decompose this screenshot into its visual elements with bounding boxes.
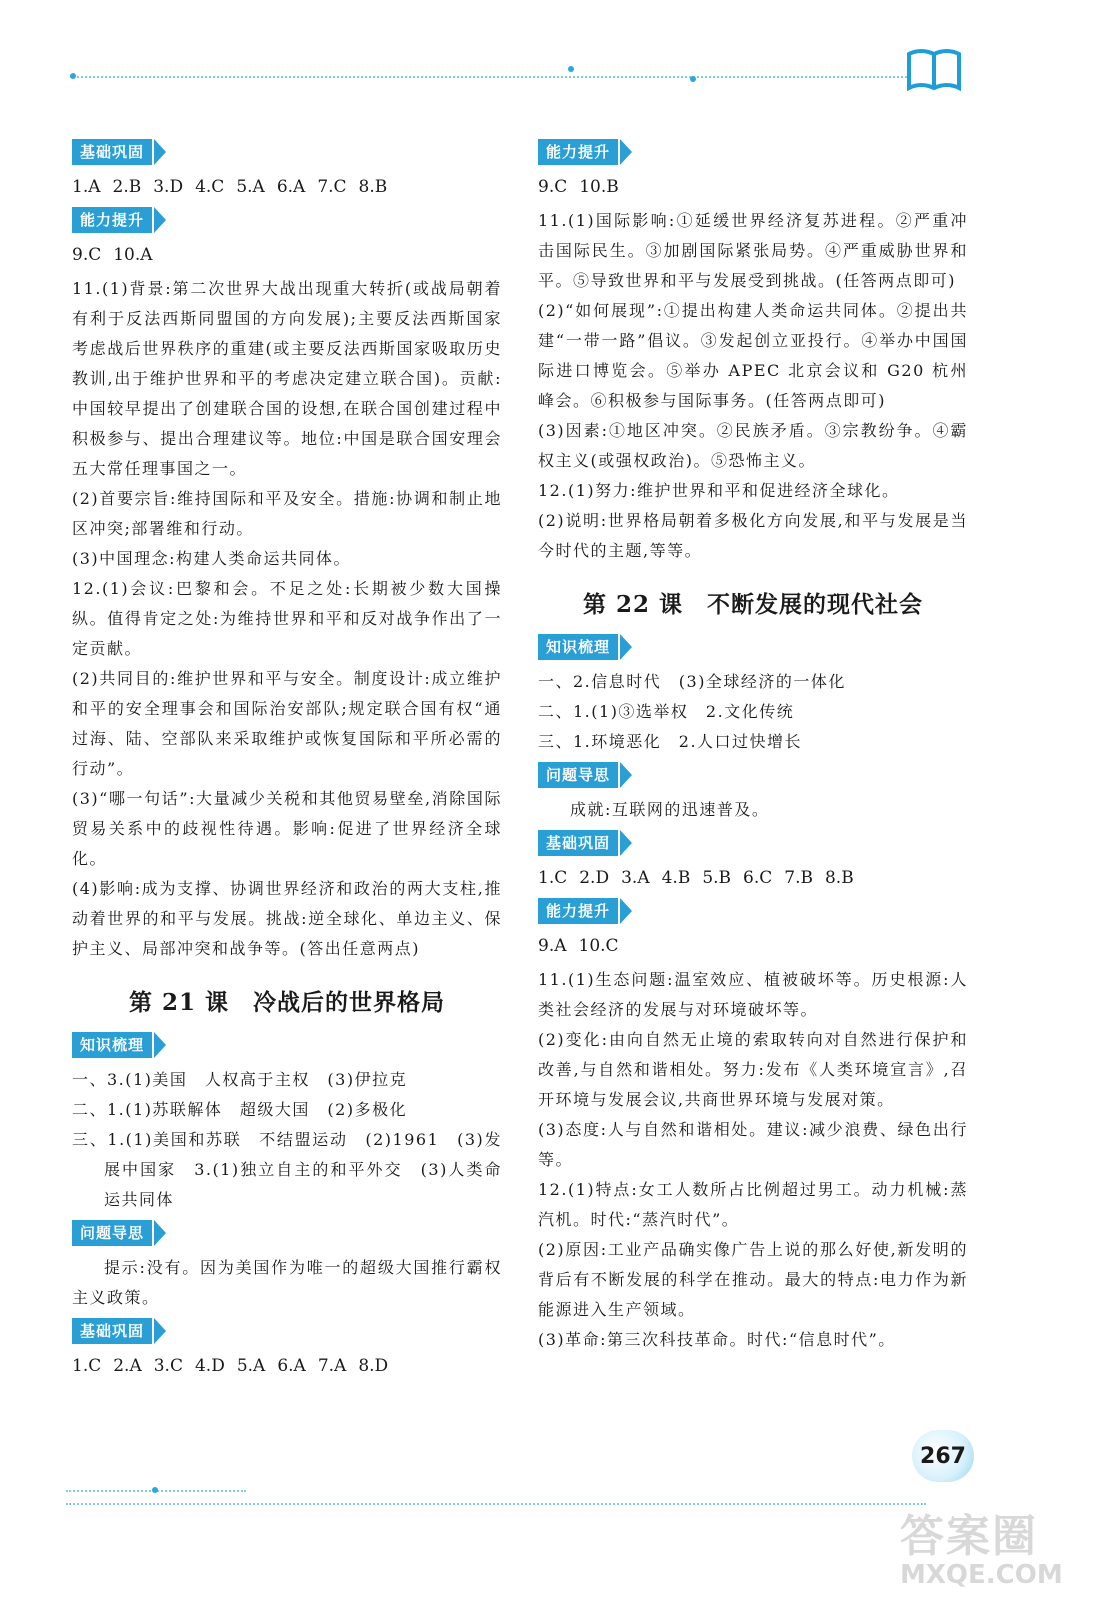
answer-choice: 3.C bbox=[153, 1356, 183, 1376]
top-dot bbox=[70, 73, 76, 79]
answer-paragraph: (2)共同目的:维护世界和平与安全。制度设计:成立维护和平的安全理事会和国际治安部队;规定联合国有权“通过海、陆、空部队来采取维护或恢复国际和平所必需的行动”。 bbox=[72, 669, 502, 778]
answer-choice: 6.A bbox=[277, 1356, 306, 1376]
section-header-question bbox=[72, 1219, 502, 1247]
answer-paragraph: (3)革命:第三次科技革命。时代:“信息时代”。 bbox=[538, 1330, 896, 1349]
answer-choice: 4.D bbox=[194, 1356, 225, 1376]
watermark bbox=[900, 1500, 1063, 1590]
answer-choice: 9.C bbox=[538, 177, 568, 197]
answer-paragraph: (2)变化:由向自然无止境的索取转向对自然进行保护和改善,与自然和谐相处。努力:发布《人类环境宣言》,召开环境与发展会议,共商世界环境与发展对策。 bbox=[538, 1030, 968, 1109]
answer-choice: 10.A bbox=[113, 245, 153, 265]
answer-paragraph: (3)因素:①地区冲突。②民族矛盾。③宗教纷争。④霸权主义(或强权政治)。⑤恐怖主义。 bbox=[538, 421, 968, 470]
answer-row bbox=[538, 931, 968, 961]
answer-choice: 4.C bbox=[195, 177, 225, 197]
section-header-basic bbox=[72, 138, 502, 166]
answer-paragraph: 12.(1)努力:维护世界和平和促进经济全球化。 bbox=[538, 481, 900, 500]
knowledge-line: 三、1.环境恶化 2.人口过快增长 bbox=[538, 732, 803, 751]
section-label: 能力提升 bbox=[538, 139, 618, 165]
section-header-question bbox=[538, 761, 968, 789]
answer-paragraph: 12.(1)会议:巴黎和会。不足之处:长期被少数大国操纵。值得肯定之处:为维持世界和平和反对战争作出了一定贡献。 bbox=[72, 579, 502, 658]
watermark-main: 答案圈 bbox=[900, 1511, 1038, 1562]
answer-choice: 2.A bbox=[113, 1356, 142, 1376]
answer-paragraph: 12.(1)特点:女工人数所占比例超过男工。动力机械:蒸汽机。时代:“蒸汽时代”。 bbox=[538, 1180, 968, 1229]
page-number: 267 bbox=[912, 1430, 974, 1482]
lesson-title: 第 21 课 冷战后的世界格局 bbox=[128, 989, 446, 1016]
answer-choice: 7.C bbox=[317, 177, 347, 197]
answer-choice: 1.C bbox=[538, 868, 568, 888]
answer-paragraph: 11.(1)生态问题:温室效应、植被破坏等。历史根源:人类社会经济的发展与对环境破坏等。 bbox=[538, 970, 968, 1019]
answer-choice: 5.A bbox=[236, 177, 265, 197]
question-answer: 提示:没有。因为美国作为唯一的超级大国推行霸权主义政策。 bbox=[72, 1258, 502, 1307]
answer-choice: 1.A bbox=[72, 177, 101, 197]
knowledge-line: 二、1.(1)苏联解体 超级大国 (2)多极化 bbox=[72, 1100, 408, 1119]
answer-paragraph: (2)原因:工业产品确实像广告上说的那么好使,新发明的背后有不断发展的科学在推动。最大的特点:电力作为新能源进入生产领域。 bbox=[538, 1240, 968, 1319]
answer-row bbox=[72, 1351, 502, 1381]
answer-choice: 3.D bbox=[153, 177, 184, 197]
answer-choice: 8.B bbox=[824, 868, 854, 888]
answer-choice: 5.B bbox=[702, 868, 732, 888]
answer-choice: 9.A bbox=[538, 936, 567, 956]
section-header-ability bbox=[538, 138, 968, 166]
answer-paragraph: 11.(1)背景:第二次世界大战出现重大转折(或战局朝着有利于反法西斯同盟国的方向发展);主要反法西斯国家考虑战后世界秩序的重建(或主要反法西斯国家吸取历史教训,出于维护世界和平的考虑决定建立联合国)。贡献:中国较早提出了创建联合国的设想,在联合国创建过程中积极参与、提出合理建议等。地位:中国是联合国安理会五大常任理事国之一。 bbox=[72, 279, 502, 478]
answer-paragraph: (2)说明:世界格局朝着多极化方向发展,和平与发展是当今时代的主题,等等。 bbox=[538, 511, 968, 560]
answer-choice: 3.A bbox=[621, 868, 650, 888]
section-label: 基础巩固 bbox=[538, 830, 618, 856]
answer-choice: 6.C bbox=[743, 868, 773, 888]
knowledge-line: 二、1.(1)③选举权 2.文化传统 bbox=[538, 702, 795, 721]
answer-row bbox=[72, 240, 502, 270]
watermark-url: MXQE.COM bbox=[900, 1560, 1063, 1590]
bottom-dot bbox=[152, 1487, 158, 1493]
section-label: 基础巩固 bbox=[72, 1318, 152, 1344]
section-header-knowledge bbox=[538, 633, 968, 661]
top-dot bbox=[690, 76, 696, 82]
section-label: 知识梳理 bbox=[538, 634, 618, 660]
left-column bbox=[72, 134, 502, 1385]
question-answer: 成就:互联网的迅速普及。 bbox=[570, 800, 770, 819]
answer-choice: 8.B bbox=[358, 177, 388, 197]
answer-choice: 2.B bbox=[112, 177, 142, 197]
section-header-knowledge bbox=[72, 1031, 502, 1059]
section-header-basic bbox=[538, 829, 968, 857]
answer-choice: 1.C bbox=[72, 1356, 102, 1376]
answer-choice: 6.A bbox=[276, 177, 306, 197]
answer-paragraph: (3)中国理念:构建人类命运共同体。 bbox=[72, 549, 352, 568]
section-label: 基础巩固 bbox=[72, 139, 152, 165]
answer-choice: 2.D bbox=[579, 868, 610, 888]
section-label: 能力提升 bbox=[72, 207, 152, 233]
answer-paragraph: (3)态度:人与自然和谐相处。建议:减少浪费、绿色出行等。 bbox=[538, 1120, 968, 1169]
section-label: 问题导思 bbox=[538, 762, 618, 788]
answer-row bbox=[72, 172, 502, 202]
answer-paragraph: (3)“哪一句话”:大量减少关税和其他贸易壁垒,消除国际贸易关系中的歧视性待遇。影响:促进了世界经济全球化。 bbox=[72, 789, 502, 868]
answer-choice: 10.B bbox=[579, 177, 619, 197]
answer-paragraph: (2)首要宗旨:维持国际和平及安全。措施:协调和制止地区冲突;部署维和行动。 bbox=[72, 489, 502, 538]
answer-choice: 7.B bbox=[784, 868, 813, 888]
top-dot bbox=[568, 66, 574, 72]
answer-choice: 8.D bbox=[358, 1356, 389, 1376]
answer-choice: 10.C bbox=[578, 936, 619, 956]
bottom-dotted-rule bbox=[66, 1503, 926, 1505]
section-header-basic bbox=[72, 1317, 502, 1345]
top-dotted-rule bbox=[70, 76, 910, 78]
section-header-ability bbox=[72, 206, 502, 234]
answer-paragraph: (4)影响:成为支撑、协调世界经济和政治的两大支柱,推动着世界的和平与发展。挑战:逆全球化、单边主义、保护主义、局部冲突和战争等。(答出任意两点) bbox=[72, 879, 502, 958]
answer-paragraph: (2)“如何展现”:①提出构建人类命运共同体。②提出共建“一带一路”倡议。③发起创立亚投行。④举办中国国际进口博览会。⑤举办 APEC 北京会议和 G20 杭州峰会。⑥积极参与国际事务。(任答两点即可) bbox=[538, 301, 968, 410]
knowledge-line: 三、1.(1)美国和苏联 不结盟运动 (2)1961 (3)发展中国家 3.(1)独立自主的和平外交 (3)人类命运共同体 bbox=[72, 1130, 502, 1209]
answer-choice: 5.A bbox=[236, 1356, 266, 1376]
answer-paragraph: 11.(1)国际影响:①延缓世界经济复苏进程。②严重冲击国际民生。③加剧国际紧张局势。④严重威胁世界和平。⑤导致世界和平与发展受到挑战。(任答两点即可) bbox=[538, 211, 968, 290]
knowledge-line: 一、3.(1)美国 人权高于主权 (3)伊拉克 bbox=[72, 1070, 408, 1089]
knowledge-line: 一、2.信息时代 (3)全球经济的一体化 bbox=[538, 672, 846, 691]
answer-row bbox=[538, 863, 968, 893]
right-column bbox=[538, 134, 968, 1355]
section-label: 知识梳理 bbox=[72, 1032, 152, 1058]
answer-choice: 4.B bbox=[661, 868, 691, 888]
answer-row bbox=[538, 172, 968, 202]
answer-choice: 7.A bbox=[317, 1356, 347, 1376]
section-label: 能力提升 bbox=[538, 898, 618, 924]
answer-choice: 9.C bbox=[72, 245, 102, 265]
section-header-ability bbox=[538, 897, 968, 925]
lesson-title: 第 22 课 不断发展的现代社会 bbox=[582, 591, 924, 618]
section-label: 问题导思 bbox=[72, 1220, 152, 1246]
book-icon bbox=[905, 46, 963, 94]
